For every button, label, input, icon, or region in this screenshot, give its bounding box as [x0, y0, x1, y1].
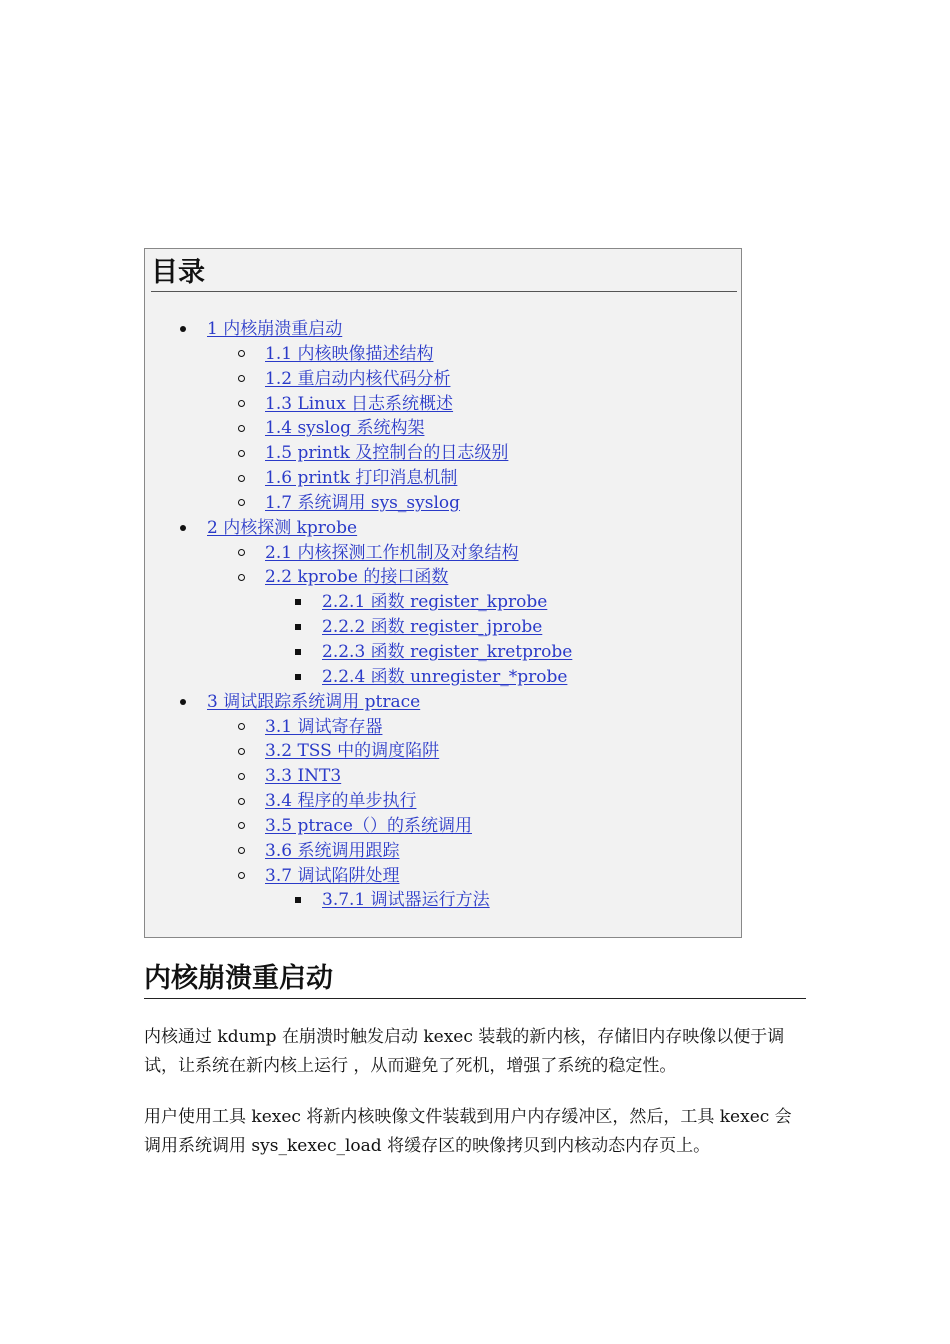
bullet-icon [234, 342, 248, 367]
bullet-icon [291, 590, 305, 615]
bullet-icon [234, 541, 248, 566]
toc-link[interactable]: 1.5 printk 及控制台的日志级别 [265, 443, 509, 464]
toc-link[interactable]: 3.2 TSS 中的调度陷阱 [265, 741, 440, 762]
toc-item [145, 839, 743, 864]
toc-item [145, 541, 743, 566]
bullet-icon [234, 814, 248, 839]
toc-link[interactable]: 1.7 系统调用 sys_syslog [265, 492, 461, 513]
bullet-icon [176, 690, 190, 715]
toc-item [145, 814, 743, 839]
toc-item [145, 764, 743, 789]
toc-link[interactable]: 1.6 printk 打印消息机制 [265, 468, 458, 489]
bullet-icon [234, 466, 248, 491]
toc-item [145, 590, 743, 615]
toc-list [145, 317, 743, 913]
bullet-icon [234, 764, 248, 789]
toc-link[interactable]: 2.2.4 函数 unregister_*probe [322, 666, 568, 687]
toc-item [145, 739, 743, 764]
body-paragraph: 内核通过 kdump 在崩溃时触发启动 kexec 装载的新内核，存储旧内存映像以便于调试，让系统在新内核上运行 ，从而避免了死机，增强了系统的稳定性。 [144, 1027, 785, 1076]
bullet-icon [176, 516, 190, 541]
toc-link[interactable]: 2.2 kprobe 的接口函数 [265, 567, 449, 588]
toc-link[interactable]: 3 调试跟踪系统调用 ptrace [207, 691, 421, 712]
toc-item [145, 317, 743, 342]
toc-item [145, 516, 743, 541]
toc-link[interactable]: 2 内核探测 kprobe [207, 517, 358, 538]
bullet-icon [234, 739, 248, 764]
toc-item [145, 491, 743, 516]
bullet-icon [176, 317, 190, 342]
toc-item [145, 392, 743, 417]
toc-link[interactable]: 3.4 程序的单步执行 [265, 791, 417, 812]
toc-link[interactable]: 1.4 syslog 系统构架 [265, 418, 425, 439]
bullet-icon [234, 441, 248, 466]
toc-link[interactable]: 2.2.1 函数 register_kprobe [322, 592, 548, 613]
toc-title: 目录 [151, 255, 737, 292]
toc-item [145, 665, 743, 690]
toc-item [145, 888, 743, 913]
bullet-icon [234, 789, 248, 814]
toc-item [145, 864, 743, 889]
toc-item [145, 441, 743, 466]
toc-item [145, 789, 743, 814]
toc-item [145, 640, 743, 665]
toc-link[interactable]: 1.1 内核映像描述结构 [265, 343, 434, 364]
bullet-icon [234, 491, 248, 516]
bullet-icon [291, 888, 305, 913]
bullet-icon [234, 392, 248, 417]
toc-link[interactable]: 1.2 重启动内核代码分析 [265, 368, 451, 389]
bullet-icon [234, 715, 248, 740]
toc-item [145, 466, 743, 491]
toc-item [145, 416, 743, 441]
toc-link[interactable]: 3.5 ptrace（）的系统调用 [265, 815, 472, 836]
toc-link[interactable]: 3.7.1 调试器运行方法 [322, 890, 490, 911]
body-paragraph: 用户使用工具 kexec 将新内核映像文件装载到用户内存缓冲区，然后，工具 kexec 会调用系统调用 sys_kexec_load 将缓存区的映像拷贝到内核动态内存页上。 [144, 1107, 792, 1156]
toc-item [145, 565, 743, 590]
table-of-contents [144, 248, 742, 938]
toc-item [145, 367, 743, 392]
toc-link[interactable]: 2.1 内核探测工作机制及对象结构 [265, 542, 519, 563]
toc-item [145, 715, 743, 740]
bullet-icon [291, 665, 305, 690]
bullet-icon [291, 640, 305, 665]
toc-link[interactable]: 3.6 系统调用跟踪 [265, 840, 400, 861]
toc-link[interactable]: 3.7 调试陷阱处理 [265, 865, 400, 886]
bullet-icon [234, 416, 248, 441]
toc-link[interactable]: 3.1 调试寄存器 [265, 716, 383, 737]
toc-link[interactable]: 1 内核崩溃重启动 [207, 319, 343, 339]
toc-link[interactable]: 1.3 Linux 日志系统概述 [265, 393, 454, 414]
toc-link[interactable]: 2.2.2 函数 register_jprobe [322, 617, 543, 638]
toc-item [145, 690, 743, 715]
bullet-icon [234, 864, 248, 889]
toc-item [145, 342, 743, 367]
bullet-icon [234, 565, 248, 590]
bullet-icon [234, 839, 248, 864]
toc-item [145, 615, 743, 640]
toc-link[interactable]: 3.3 INT3 [265, 766, 342, 787]
section-heading: 内核崩溃重启动 [144, 958, 806, 999]
toc-link[interactable]: 2.2.3 函数 register_kretprobe [322, 641, 573, 662]
bullet-icon [291, 615, 305, 640]
bullet-icon [234, 367, 248, 392]
